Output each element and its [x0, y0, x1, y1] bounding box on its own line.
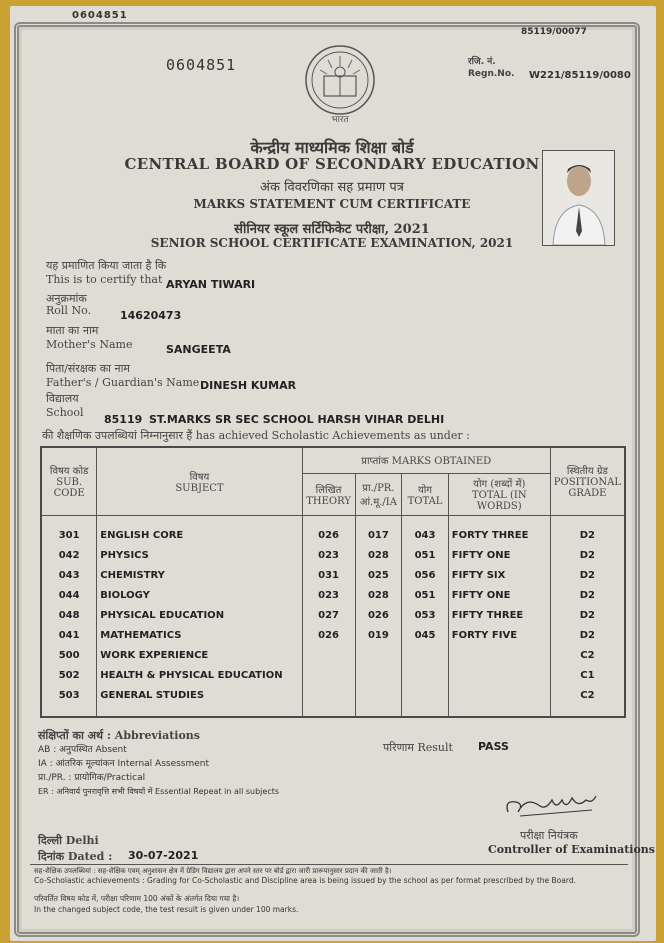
total-marks: [402, 685, 449, 705]
theory-marks: [302, 665, 355, 685]
achievement-english: has achieved Scholastic Achievements as under :: [195, 429, 470, 442]
footnote-1-hindi: सह-शैक्षिक उपलब्धियां : सह-शैक्षिक एवम् अनुशासन क्षेत्र में ग्रेडिंग विद्यालय द्वारा अपने स्तर पर बोर्ड द्वारा जारी प्रारूपानुसार प्रदान की जाती है।: [34, 867, 392, 875]
total-words: FIFTY ONE: [448, 545, 550, 565]
serial-number: 0604851: [166, 56, 237, 74]
footnote-2-english: In the changed subject code, the test result is given under 100 marks.: [34, 905, 299, 914]
header-total-hindi: योग: [418, 484, 433, 496]
total-words: FIFTY THREE: [448, 605, 550, 625]
board-name-hindi: केन्द्रीय माध्यमिक शिक्षा बोर्ड: [250, 138, 414, 157]
father-label-hindi: पिता/संरक्षक का नाम: [46, 362, 131, 375]
total-marks: 053: [402, 605, 449, 625]
certificate-title-hindi: अंक विवरणिका सह प्रमाण पत्र: [260, 180, 404, 195]
table-row: [41, 545, 625, 565]
certify-label-english: This is to certify that: [46, 273, 163, 286]
abbr-pr: प्रा./PR. : प्रायोगिक/Practical: [38, 773, 146, 783]
theory-marks: 031: [302, 565, 355, 585]
serial-top-right: 85119/00077: [521, 27, 587, 37]
sub-code: 502: [41, 665, 97, 685]
theory-marks: 026: [302, 625, 355, 645]
sub-code: 042: [41, 545, 97, 565]
table-row: [41, 525, 625, 545]
sub-code: 503: [41, 685, 97, 705]
sub-code: 301: [41, 525, 97, 545]
serial-top-left: 0604851: [72, 10, 128, 21]
practical-marks: [355, 645, 402, 665]
sub-code: 043: [41, 565, 97, 585]
theory-marks: 027: [302, 605, 355, 625]
subject-name: MATHEMATICS: [97, 625, 302, 645]
practical-marks: 017: [355, 525, 402, 545]
subject-name: HEALTH & PHYSICAL EDUCATION: [97, 665, 302, 685]
sub-code: 048: [41, 605, 97, 625]
header-grade-hindi: स्थितीय ग्रेड: [566, 466, 608, 478]
practical-marks: [355, 665, 402, 685]
table-row: [41, 685, 625, 705]
table-row: [41, 585, 625, 605]
total-words: [448, 645, 550, 665]
practical-marks: 019: [355, 625, 402, 645]
footnote-2-hindi: परिवर्तित विषय कोड में, परीक्षा परिणाम 100 अंकों के अंतर्गत दिया गया है।: [34, 894, 240, 903]
board-name-english: CENTRAL BOARD OF SECONDARY EDUCATION: [124, 155, 540, 173]
table-row: [41, 645, 625, 665]
grade: D2: [550, 585, 625, 605]
marks-table: [40, 446, 626, 718]
header-practical: [355, 473, 402, 515]
table-row: [41, 665, 625, 685]
header-subject-english: SUBJECT: [175, 482, 224, 494]
grade: D2: [550, 545, 625, 565]
header-theory: [302, 473, 355, 515]
total-marks: 056: [402, 565, 449, 585]
header-words-hindi: योग (शब्दों में): [473, 479, 526, 490]
header-subject-hindi: विषय: [189, 471, 210, 483]
controller-hindi: परीक्षा नियंत्रक: [520, 829, 578, 842]
header-code-hindi: विषय कोड: [49, 466, 89, 478]
header-theory-hindi: लिखित: [315, 484, 342, 496]
regn-label: [468, 56, 514, 80]
theory-marks: [302, 645, 355, 665]
regn-value: W221/85119/0080: [529, 70, 631, 81]
subject-name: GENERAL STUDIES: [97, 685, 302, 705]
school-code: 85119: [104, 413, 143, 426]
header-grade-en2: GRADE: [568, 488, 607, 500]
total-words: FORTY THREE: [448, 525, 550, 545]
total-words: FORTY FIVE: [448, 625, 550, 645]
header-code-en1: SUB.: [56, 477, 83, 489]
abbreviations-title: संक्षिप्तों का अर्थ : Abbreviations: [38, 729, 200, 742]
achievement-line: [42, 428, 470, 443]
practical-marks: [355, 685, 402, 705]
total-marks: 045: [402, 625, 449, 645]
total-marks: 043: [402, 525, 449, 545]
result-label: परिणाम Result: [383, 741, 453, 754]
table-row: [41, 565, 625, 585]
practical-marks: 026: [355, 605, 402, 625]
header-ia: आं.मू./IA: [359, 497, 397, 508]
practical-marks: 025: [355, 565, 402, 585]
sub-code: 044: [41, 585, 97, 605]
abbr-ab: AB : अनुपस्थित Absent: [38, 745, 127, 755]
theory-marks: [302, 685, 355, 705]
subject-name: WORK EXPERIENCE: [97, 645, 302, 665]
regn-label-en: Regn.No.: [468, 69, 515, 79]
school-label-hindi: विद्यालय: [46, 392, 79, 405]
total-marks: 051: [402, 585, 449, 605]
subject-name: ENGLISH CORE: [97, 525, 302, 545]
header-pr: प्रा./PR.: [362, 483, 395, 494]
header-words-english: TOTAL (IN WORDS): [471, 490, 527, 512]
regn-label-hi: रजि. नं.: [468, 57, 496, 67]
controller-english: Controller of Examinations: [488, 843, 655, 856]
school-name: ST.MARKS SR SEC SCHOOL HARSH VIHAR DELHI: [149, 413, 445, 426]
theory-marks: 023: [302, 585, 355, 605]
table-row: [41, 605, 625, 625]
place: दिल्ली Delhi: [38, 834, 99, 847]
grade: D2: [550, 565, 625, 585]
header-theory-english: THEORY: [306, 495, 351, 507]
total-words: FIFTY SIX: [448, 565, 550, 585]
header-total-words: [448, 473, 550, 515]
practical-marks: 028: [355, 585, 402, 605]
certify-label-hindi: यह प्रमाणित किया जाता है कि: [46, 259, 167, 272]
total-marks: [402, 645, 449, 665]
grade: C2: [550, 645, 625, 665]
grade: D2: [550, 605, 625, 625]
father-name: DINESH KUMAR: [200, 379, 297, 392]
student-photo: [542, 150, 615, 246]
grade: C2: [550, 685, 625, 705]
abbr-er: ER : अनिवार्य पुनरावृत्ति सभी विषयों में Essential Repeat in all subjects: [38, 787, 280, 796]
theory-marks: 023: [302, 545, 355, 565]
subject-name: CHEMISTRY: [97, 565, 302, 585]
grade: D2: [550, 525, 625, 545]
header-subject: [97, 447, 302, 515]
mother-name: SANGEETA: [166, 343, 231, 356]
achievement-hindi: की शैक्षणिक उपलब्धियां निम्नानुसार हैं: [42, 429, 193, 442]
date-value: 30-07-2021: [128, 849, 199, 862]
total-words: FIFTY ONE: [448, 585, 550, 605]
header-grade: [550, 447, 625, 515]
roll-label-english: Roll No.: [46, 304, 91, 317]
abbr-ia: IA : आंतरिक मूल्यांकन Internal Assessment: [38, 759, 210, 769]
header-total-english: TOTAL: [407, 495, 443, 507]
date-label: दिनांक Dated :: [38, 850, 113, 863]
school-label-english: School: [46, 406, 84, 419]
person-icon: [543, 151, 614, 245]
sub-code: 500: [41, 645, 97, 665]
mother-label-hindi: माता का नाम: [46, 324, 99, 337]
result-value: PASS: [478, 740, 509, 753]
total-marks: [402, 665, 449, 685]
roll-label-hindi: अनुक्रमांक: [46, 292, 87, 305]
exam-title-hindi: सीनियर स्कूल सर्टिफिकेट परीक्षा, 2021: [234, 222, 430, 237]
header-grade-en1: POSITIONAL: [553, 477, 621, 489]
subject-name: BIOLOGY: [97, 585, 302, 605]
student-name: ARYAN TIWARI: [166, 278, 256, 291]
sub-code: 041: [41, 625, 97, 645]
roll-number: 14620473: [120, 309, 182, 322]
footnote-1-english: Co-Scholastic achievements : Grading for Co-Scholastic and Discipline area is being issued by the school as per format prescribed by the Board.: [34, 876, 576, 885]
logo-caption: भारत: [331, 115, 349, 125]
mother-label-english: Mother's Name: [46, 338, 133, 351]
total-words: [448, 665, 550, 685]
cbse-logo-icon: [300, 42, 380, 126]
header-total: [402, 473, 449, 515]
total-marks: 051: [402, 545, 449, 565]
footer-divider: [30, 864, 628, 865]
father-label-english: Father's / Guardian's Name: [46, 376, 200, 389]
grade: D2: [550, 625, 625, 645]
subject-name: PHYSICAL EDUCATION: [97, 605, 302, 625]
header-code-en2: CODE: [53, 488, 85, 500]
table-row: [41, 625, 625, 645]
practical-marks: 028: [355, 545, 402, 565]
subject-name: PHYSICS: [97, 545, 302, 565]
grade: C1: [550, 665, 625, 685]
signature-icon: [500, 786, 610, 826]
total-words: [448, 685, 550, 705]
exam-title-english: SENIOR SCHOOL CERTIFICATE EXAMINATION, 2021: [150, 236, 514, 250]
theory-marks: 026: [302, 525, 355, 545]
header-sub-code: [41, 447, 97, 515]
certificate-title-english: MARKS STATEMENT CUM CERTIFICATE: [193, 197, 471, 211]
header-marks-obtained: प्राप्तांक MARKS OBTAINED: [302, 447, 550, 473]
